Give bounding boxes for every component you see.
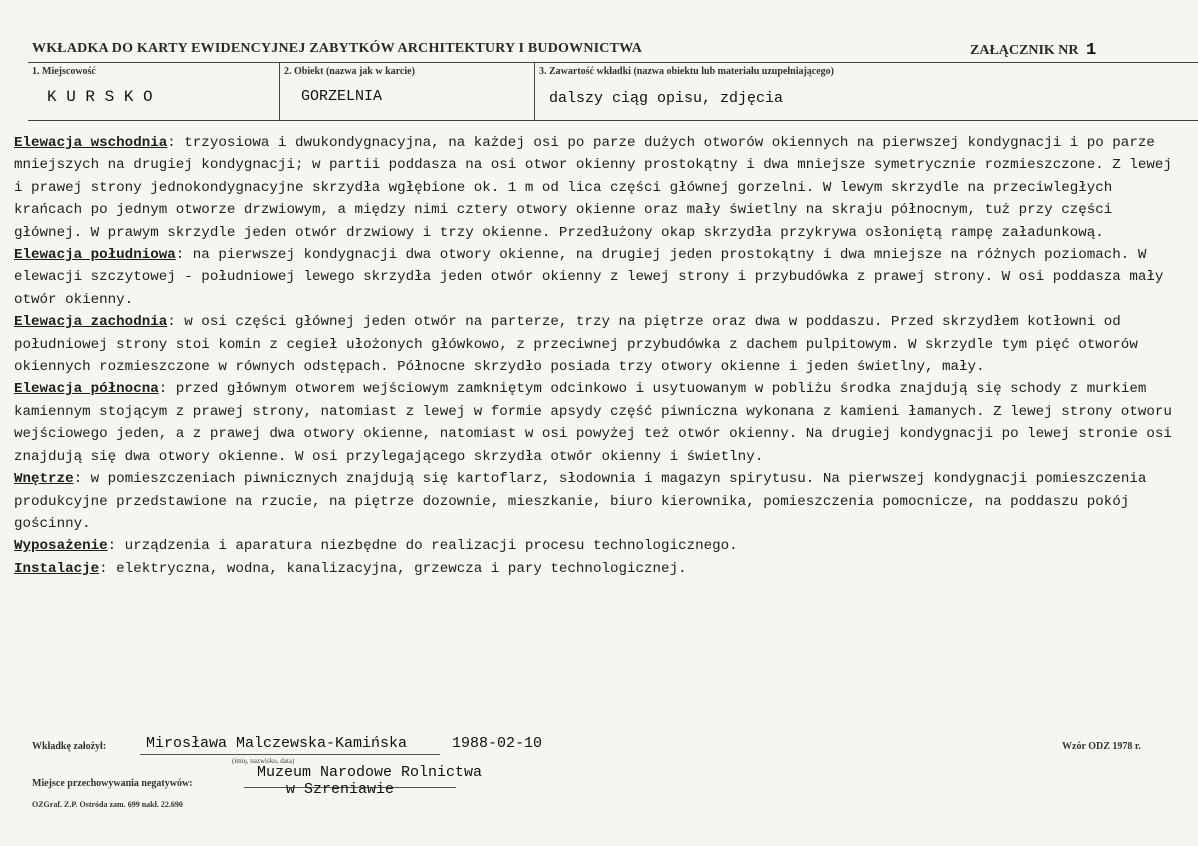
section-heading: Elewacja wschodnia — [14, 135, 168, 151]
section-elewacja-wschodnia — [14, 132, 1186, 244]
section-wnetrze — [14, 468, 1186, 535]
author-name: Mirosława Malczewska-Kamińska — [146, 735, 408, 752]
object-value: GORZELNIA — [301, 88, 383, 105]
content-value: dalszy ciąg opisu, zdjęcia — [549, 90, 784, 107]
section-wyposazenie — [14, 535, 1186, 557]
field-divider-1 — [279, 62, 280, 120]
section-heading: Elewacja południowa — [14, 247, 176, 264]
section-text: : na pierwszej kondygnacji dwa otwory okienne, na drugiej jeden prostokątny i dwa mniejsze na różnych poziomach. W elewacji szczytowej - południowej lewego skrzydła jeden otwór okienny z lewej strony i przybudówka z prawej strony. W osi poddasza mały otwór okienny. — [14, 247, 1164, 308]
section-text: : w pomieszczeniach piwnicznych znajdują się kartoflarz, słodownia i magazyn spirytusu. Na pierwszej kondygnacji pomieszczenia produkcyjne przedstawione na rzucie, na piętrze dozownie, mieszkanie, biuro kierownika, pomieszczenia pomocnicze, na poddaszu pokój gościnny. — [14, 471, 1147, 532]
attachment-number: 1 — [1086, 41, 1097, 60]
template-label: Wzór ODZ 1978 r. — [1062, 741, 1141, 752]
form-title: WKŁADKA DO KARTY EWIDENCYJNEJ ZABYTKÓW ARCHITEKTURY I BUDOWNICTWA — [32, 41, 643, 56]
author-label: Wkładkę założył: — [32, 741, 107, 752]
description-body — [14, 132, 1186, 580]
header-top-rule — [28, 62, 1198, 63]
section-heading: Wnętrze — [14, 471, 74, 488]
negatives-location-line1: Muzeum Narodowe Rolnictwa — [257, 764, 483, 781]
author-date: 1988-02-10 — [452, 735, 543, 752]
attachment-number-label — [970, 41, 1096, 60]
negatives-location-line2: w Szreniawie — [286, 781, 395, 798]
printer-imprint: OZGraf. Z.P. Ostróda zam. 699 nakł. 22.690 — [32, 800, 183, 809]
object-label: 2. Obiekt (nazwa jak w karcie) — [284, 66, 415, 77]
section-text: : w osi części głównej jeden otwór na parterze, trzy na piętrze oraz dwa w poddaszu. Przed skrzydłem kotłowni od południowej strony stoi komin z cegieł ułożonych główkowo, z przeciwnej przybudówka z dachem pulpitowym. W skrzydle tym pięć otworów okiennych rozmieszczone w równych odstępach. Północne skrzydło posiada trzy otwory okienne i jeden świetlny, mały. — [14, 314, 1138, 376]
section-instalacje — [14, 558, 1186, 580]
content-label: 3. Zawartość wkładki (nazwa obiektu lub materiału uzupełniającego) — [539, 66, 835, 77]
section-heading: Elewacja północna — [14, 381, 159, 398]
section-text: : trzyosiowa i dwukondygnacyjna, na każdej osi po parze dużych otworów okiennych na pierwszej kondygnacji i po parze mniejszych na drugiej kondygnacji; w partii poddasza na osi otwor okienny prostokątny i dwa mniejsze symetrycznie rozmieszczone. Z lewej i prawej strony jednokondygnacyjne skrzydła wgłębione ok. 1 m od lica części głównej gorzelni. W lewym skrzydle na przeciwległych krańcach po jednym otworze drzwiowym, a między nimi cztery otwory okienne oraz mały świetlny na skraju północnym, tuż przy części głównej. W prawym skrzydle jeden otwór drzwiowy i trzy okienne. Przedłużony okap skrzydła przykrywa osłoniętą rampę załadunkową. — [14, 135, 1172, 241]
section-elewacja-zachodnia — [14, 311, 1186, 378]
section-heading: Wyposażenie — [14, 538, 108, 555]
section-text: : przed głównym otworem wejściowym zamkniętym odcinkowo i usytuowanym w pobliżu środka znajdują się schody z murkiem kamiennym stojącym z prawej strony, natomiast z lewej w formie apsydy część piwniczna wykonana z kamieni łamanych. Z lewej strony otworu wejściowego jeden, a z prawej dwa otwory okienne, natomiast w osi powyżej też otwór okienny. Na drugiej kondygnacji po lewej stronie osi znajdują się dwa otwory okienne. W osi przylegającego skrzydła otwór okienny i świetlny. — [14, 381, 1172, 465]
section-heading: Instalacje — [14, 560, 100, 577]
locality-value: K U R S K O — [47, 88, 153, 106]
attachment-label-text: ZAŁĄCZNIK NR — [970, 43, 1079, 58]
author-underline — [140, 754, 440, 755]
section-text: : elektryczna, wodna, kanalizacyjna, grzewcza i pary technologicznej. — [99, 560, 687, 577]
author-sublabel: (imię, nazwisko, data) — [232, 757, 295, 765]
section-text: : urządzenia i aparatura niezbędne do realizacji procesu technologicznego. — [107, 538, 738, 555]
section-elewacja-poludniowa — [14, 244, 1186, 311]
field-divider-2 — [534, 62, 535, 120]
section-elewacja-polnocna — [14, 378, 1186, 468]
header-bottom-rule — [28, 120, 1198, 121]
negatives-label: Miejsce przechowywania negatywów: — [32, 778, 193, 789]
section-heading: Elewacja zachodnia — [14, 314, 168, 331]
locality-label: 1. Miejscowość — [32, 66, 96, 77]
